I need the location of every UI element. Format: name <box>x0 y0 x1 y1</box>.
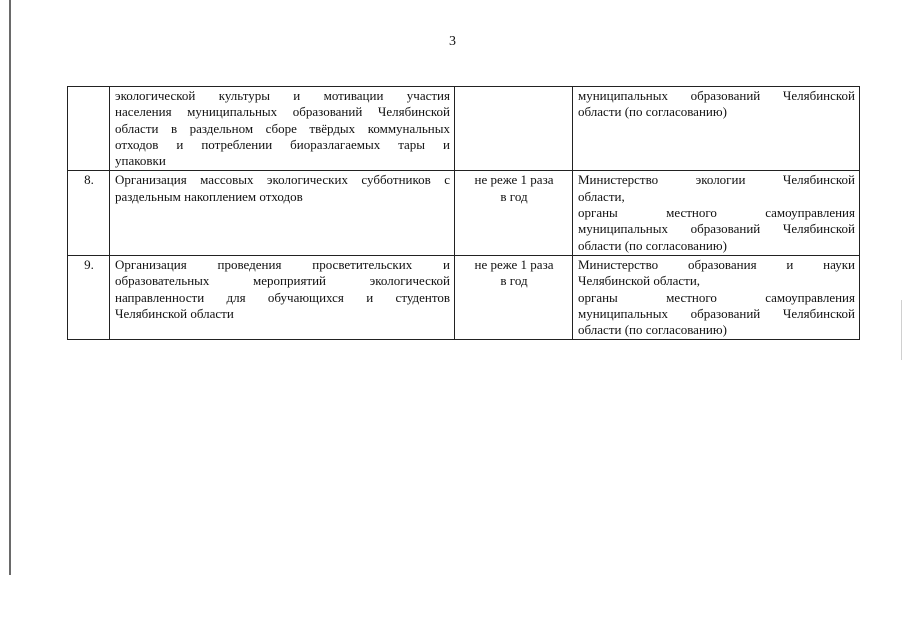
scan-edge-left <box>9 0 11 575</box>
responsible-line: Министерство экологии Челябинской <box>578 172 855 188</box>
responsible-line: органы местного самоуправления <box>578 205 855 221</box>
responsible-line: области (по согласованию) <box>578 322 727 338</box>
responsible-line: области, <box>578 188 625 204</box>
responsible-line: органы местного самоуправления <box>578 289 855 305</box>
measure-name-line: населения муниципальных образований Челябинской <box>115 104 450 120</box>
measure-name-line: упаковки <box>115 153 166 169</box>
deadline <box>455 171 573 255</box>
measure-name-line: отходов и потреблении биоразлагаемых тары и <box>115 136 450 152</box>
measure-name-line: направленности для обучающихся и студентов <box>115 289 450 305</box>
row-number: 8. <box>68 171 110 255</box>
measure-name-line: Челябинской области <box>115 305 234 321</box>
deadline-line: в год <box>500 273 528 289</box>
page-number: 3 <box>449 34 456 49</box>
table-row <box>68 171 860 255</box>
responsible <box>573 87 860 171</box>
measure-name <box>110 255 455 339</box>
responsible-line: области (по согласованию) <box>578 237 727 253</box>
measure-name-line: экологической культуры и мотивации участия <box>115 88 450 103</box>
deadline <box>455 255 573 339</box>
deadline <box>455 87 573 171</box>
table-row <box>68 255 860 339</box>
row-number <box>68 87 110 171</box>
deadline-line: в год <box>500 188 528 204</box>
responsible-line: муниципальных образований Челябинской <box>578 305 855 321</box>
scan-edge-right <box>901 300 902 360</box>
measure-name-line: раздельным накоплением отходов <box>115 188 303 204</box>
measure-name-line: образовательных мероприятий экологической <box>115 273 450 289</box>
measures-table <box>67 86 860 340</box>
measure-name <box>110 87 455 171</box>
measure-name-line: Организация массовых экологических субботников с <box>115 172 450 188</box>
responsible-line: Челябинской области, <box>578 273 701 289</box>
measure-name-line: Организация проведения просветительских и <box>115 256 450 272</box>
deadline-line: не реже 1 раза <box>474 172 554 188</box>
responsible-line: муниципальных образований Челябинской <box>578 221 855 237</box>
measure-name <box>110 171 455 255</box>
table-row <box>68 87 860 171</box>
responsible-line: области (по согласованию) <box>578 104 727 120</box>
responsible-line: Министерство образования и науки <box>578 256 855 272</box>
responsible-line: муниципальных образований Челябинской <box>578 88 855 103</box>
row-number: 9. <box>68 255 110 339</box>
responsible <box>573 255 860 339</box>
measure-name-line: области в раздельном сборе твёрдых коммунальных <box>115 120 450 136</box>
deadline-line: не реже 1 раза <box>474 256 554 272</box>
responsible <box>573 171 860 255</box>
